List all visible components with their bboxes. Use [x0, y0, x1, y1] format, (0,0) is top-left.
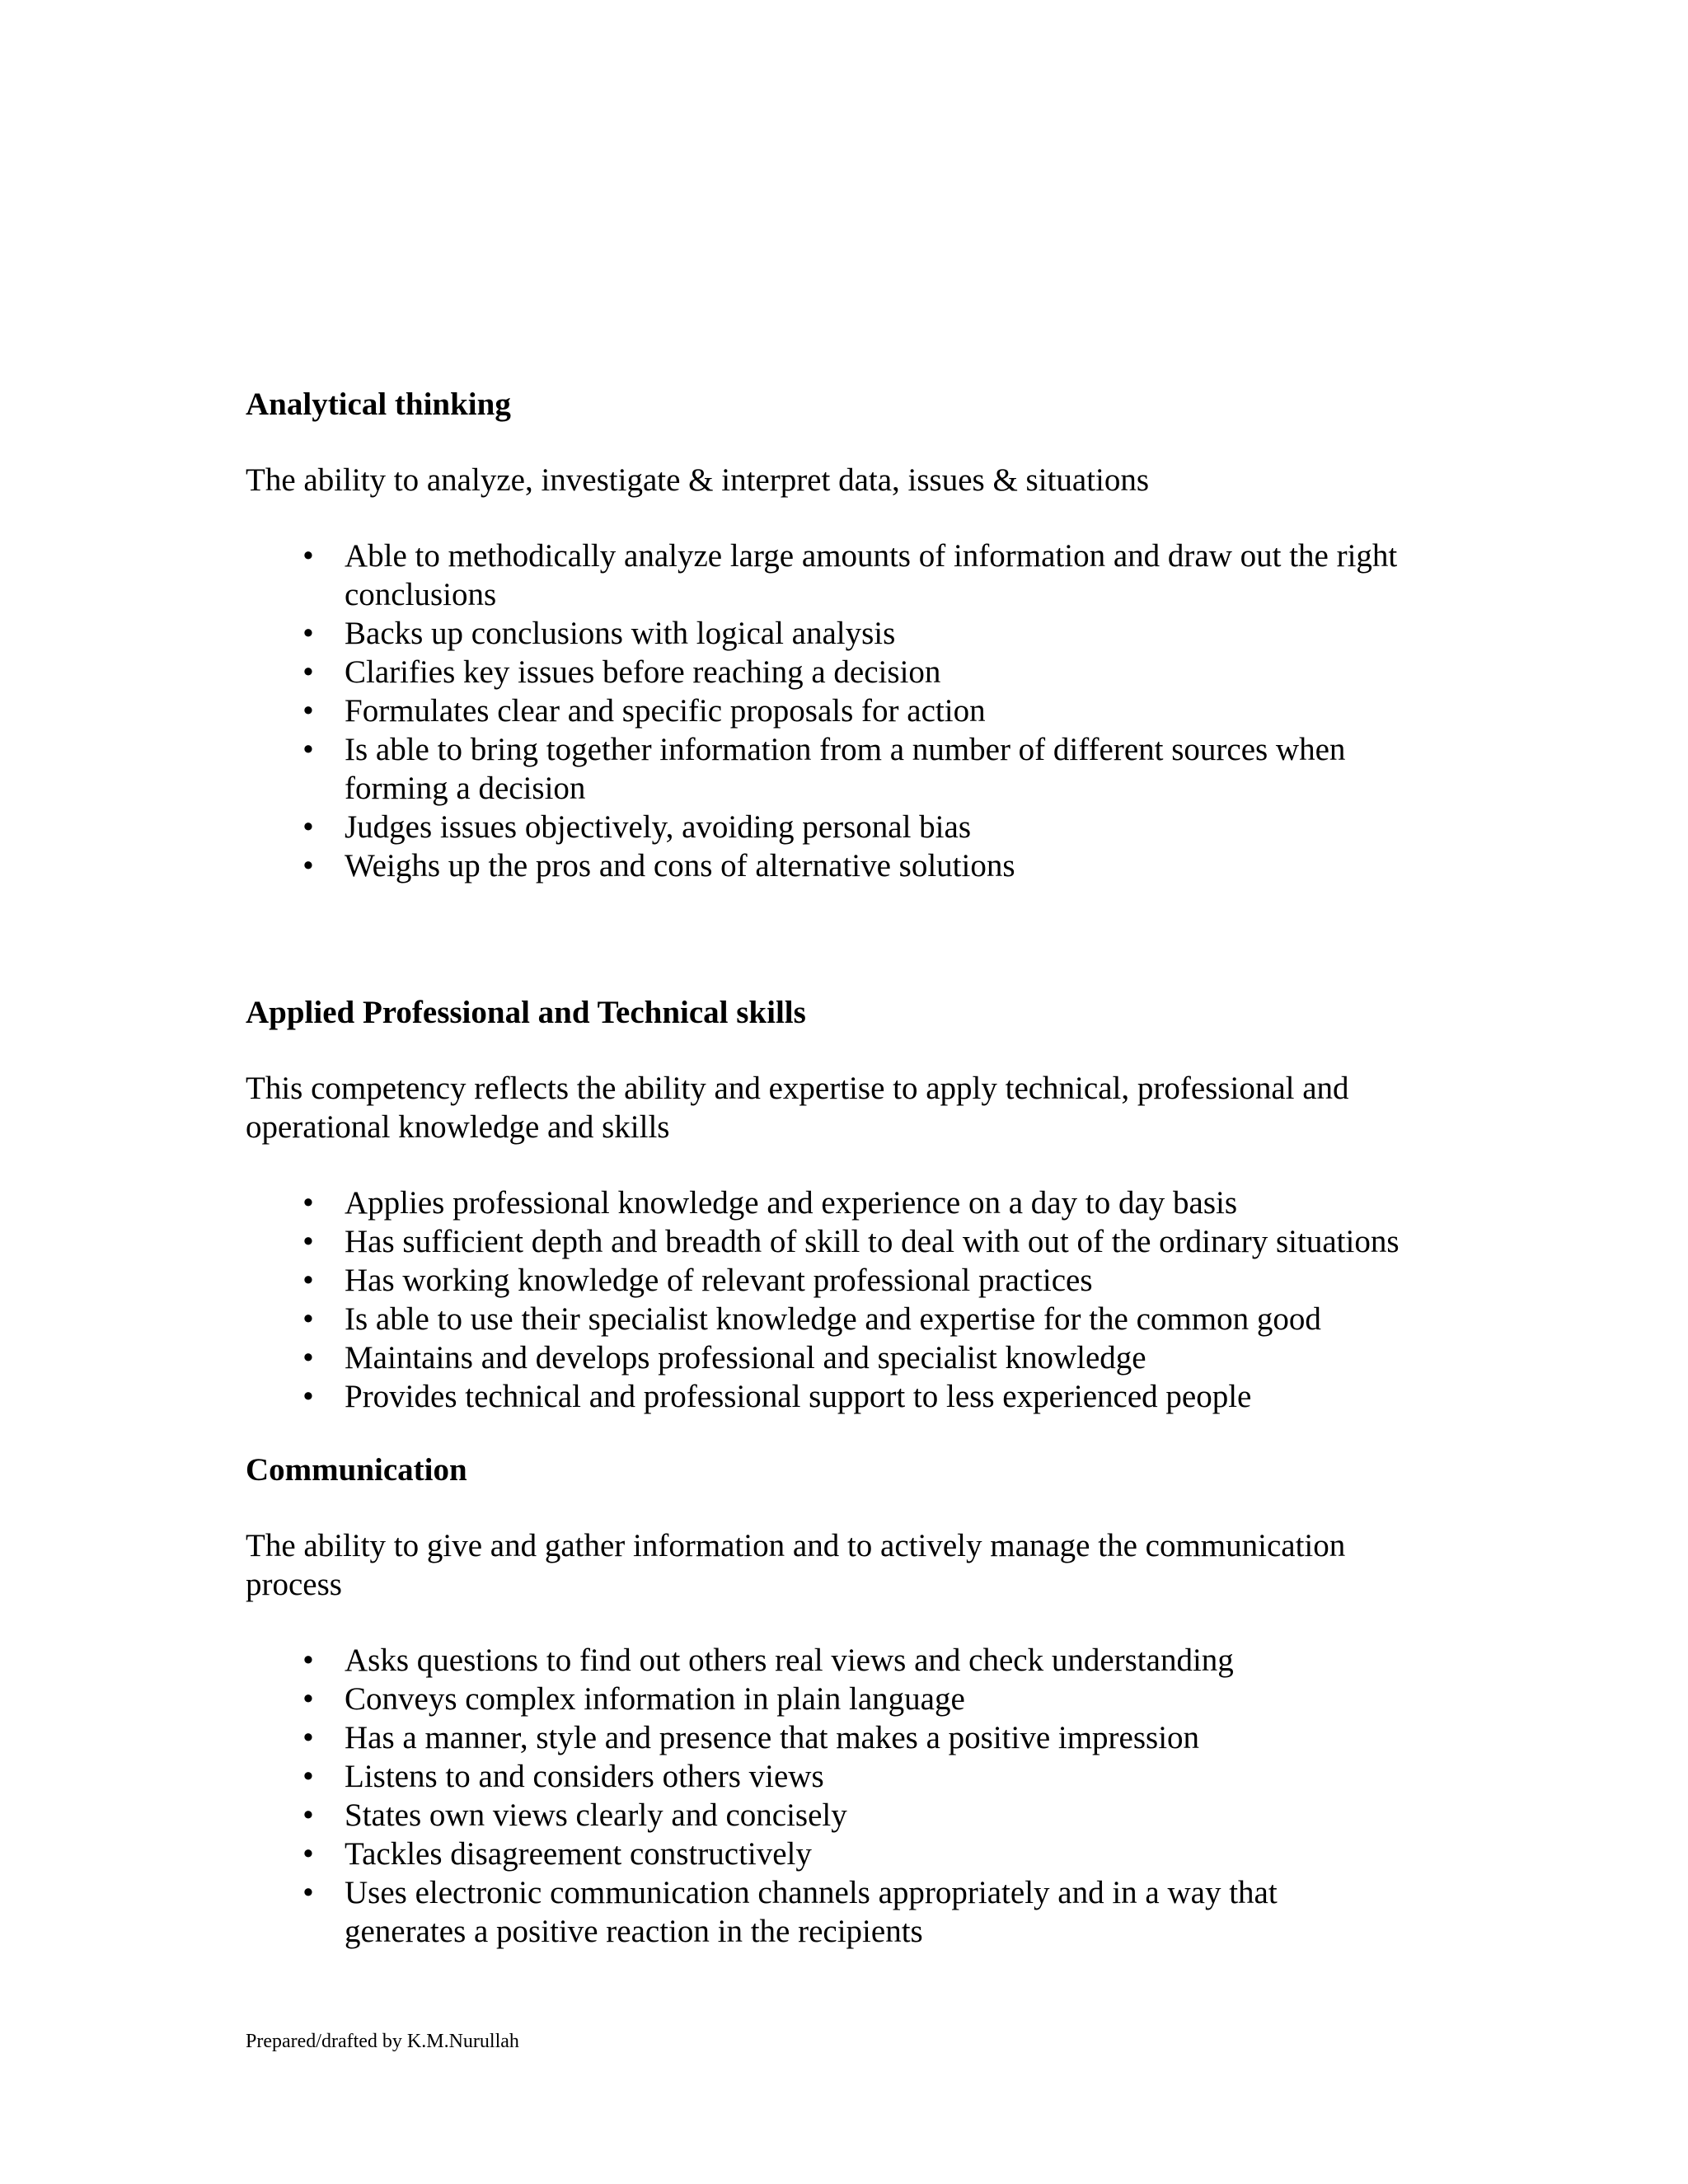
list-item-text: Formulates clear and specific proposals for action	[345, 693, 986, 729]
bullet-icon: •	[302, 693, 314, 729]
list-item-text: Listens to and considers others views	[345, 1759, 824, 1794]
list-item-text: Clarifies key issues before reaching a decision	[345, 654, 941, 690]
list-item-text: Conveys complex information in plain language	[345, 1681, 965, 1717]
bullet-icon: •	[302, 1759, 314, 1794]
list-item-text: Applies professional knowledge and experience on a day to day basis	[345, 1185, 1238, 1221]
list-item	[246, 846, 1449, 885]
bullet-icon: •	[302, 1643, 314, 1678]
section-description: The ability to give and gather information and to actively manage the communication process	[246, 1528, 1346, 1602]
bullet-icon: •	[302, 538, 314, 574]
list-item	[246, 730, 1449, 808]
bullet-icon: •	[302, 1379, 314, 1414]
bullet-list	[246, 537, 1449, 885]
bullet-icon: •	[302, 616, 314, 651]
section-communication	[246, 1451, 1449, 1951]
list-item	[246, 614, 1449, 653]
list-item	[246, 1222, 1449, 1261]
section-description: This competency reflects the ability and expertise to apply technical, professional and operational knowledge and skills	[246, 1071, 1349, 1145]
bullet-icon: •	[302, 1301, 314, 1337]
list-item	[246, 653, 1449, 691]
list-item	[246, 1641, 1449, 1680]
bullet-icon: •	[302, 732, 314, 767]
bullet-icon: •	[302, 654, 314, 690]
section-description: The ability to analyze, investigate & interpret data, issues & situations	[246, 462, 1150, 498]
section-heading: Analytical thinking	[246, 387, 511, 422]
list-item	[246, 1261, 1449, 1300]
list-item	[246, 1835, 1449, 1873]
list-item-text: Uses electronic communication channels appropriately and in a way that generates a positive reaction in the recipients	[345, 1875, 1278, 1949]
bullet-icon: •	[302, 1836, 314, 1872]
list-item	[246, 1718, 1449, 1757]
bullet-icon: •	[302, 1797, 314, 1833]
list-item-text: Provides technical and professional support to less experienced people	[345, 1379, 1252, 1414]
bullet-list	[246, 1183, 1449, 1416]
list-item-text: Is able to use their specialist knowledge and expertise for the common good	[345, 1301, 1321, 1337]
list-item	[246, 537, 1449, 614]
bullet-icon: •	[302, 848, 314, 883]
list-item	[246, 808, 1449, 846]
list-item	[246, 1300, 1449, 1338]
bullet-icon: •	[302, 809, 314, 845]
list-item-text: Weighs up the pros and cons of alternative solutions	[345, 848, 1015, 883]
list-item-text: Tackles disagreement constructively	[345, 1836, 812, 1872]
section-analytical-thinking	[246, 385, 1449, 885]
bullet-icon: •	[302, 1185, 314, 1221]
list-item	[246, 1757, 1449, 1796]
list-item-text: Has sufficient depth and breadth of skill to deal with out of the ordinary situations	[345, 1224, 1400, 1259]
list-item-text: States own views clearly and concisely	[345, 1797, 847, 1833]
list-item-text: Asks questions to find out others real views and check understanding	[345, 1643, 1234, 1678]
bullet-icon: •	[302, 1224, 314, 1259]
list-item-text: Has a manner, style and presence that makes a positive impression	[345, 1720, 1200, 1755]
list-item-text: Backs up conclusions with logical analysis	[345, 616, 896, 651]
bullet-icon: •	[302, 1340, 314, 1376]
section-heading: Applied Professional and Technical skills	[246, 995, 806, 1030]
list-item-text: Able to methodically analyze large amounts of information and draw out the right conclusions	[345, 538, 1398, 612]
list-item-text: Maintains and develops professional and specialist knowledge	[345, 1340, 1146, 1376]
bullet-icon: •	[302, 1875, 314, 1910]
list-item	[246, 691, 1449, 730]
list-item	[246, 1377, 1449, 1416]
list-item	[246, 1680, 1449, 1718]
list-item	[246, 1183, 1449, 1222]
page-footer: Prepared/drafted by K.M.Nurullah	[246, 2031, 519, 2052]
list-item-text: Judges issues objectively, avoiding personal bias	[345, 809, 972, 845]
bullet-icon: •	[302, 1720, 314, 1755]
section-applied-professional-technical-skills	[246, 993, 1449, 1416]
list-item	[246, 1796, 1449, 1835]
list-item	[246, 1873, 1449, 1951]
bullet-icon: •	[302, 1681, 314, 1717]
bullet-list	[246, 1641, 1449, 1951]
list-item-text: Has working knowledge of relevant professional practices	[345, 1263, 1093, 1298]
list-item-text: Is able to bring together information from a number of different sources when forming a decision	[345, 732, 1346, 806]
bullet-icon: •	[302, 1263, 314, 1298]
section-heading: Communication	[246, 1452, 467, 1488]
list-item	[246, 1338, 1449, 1377]
